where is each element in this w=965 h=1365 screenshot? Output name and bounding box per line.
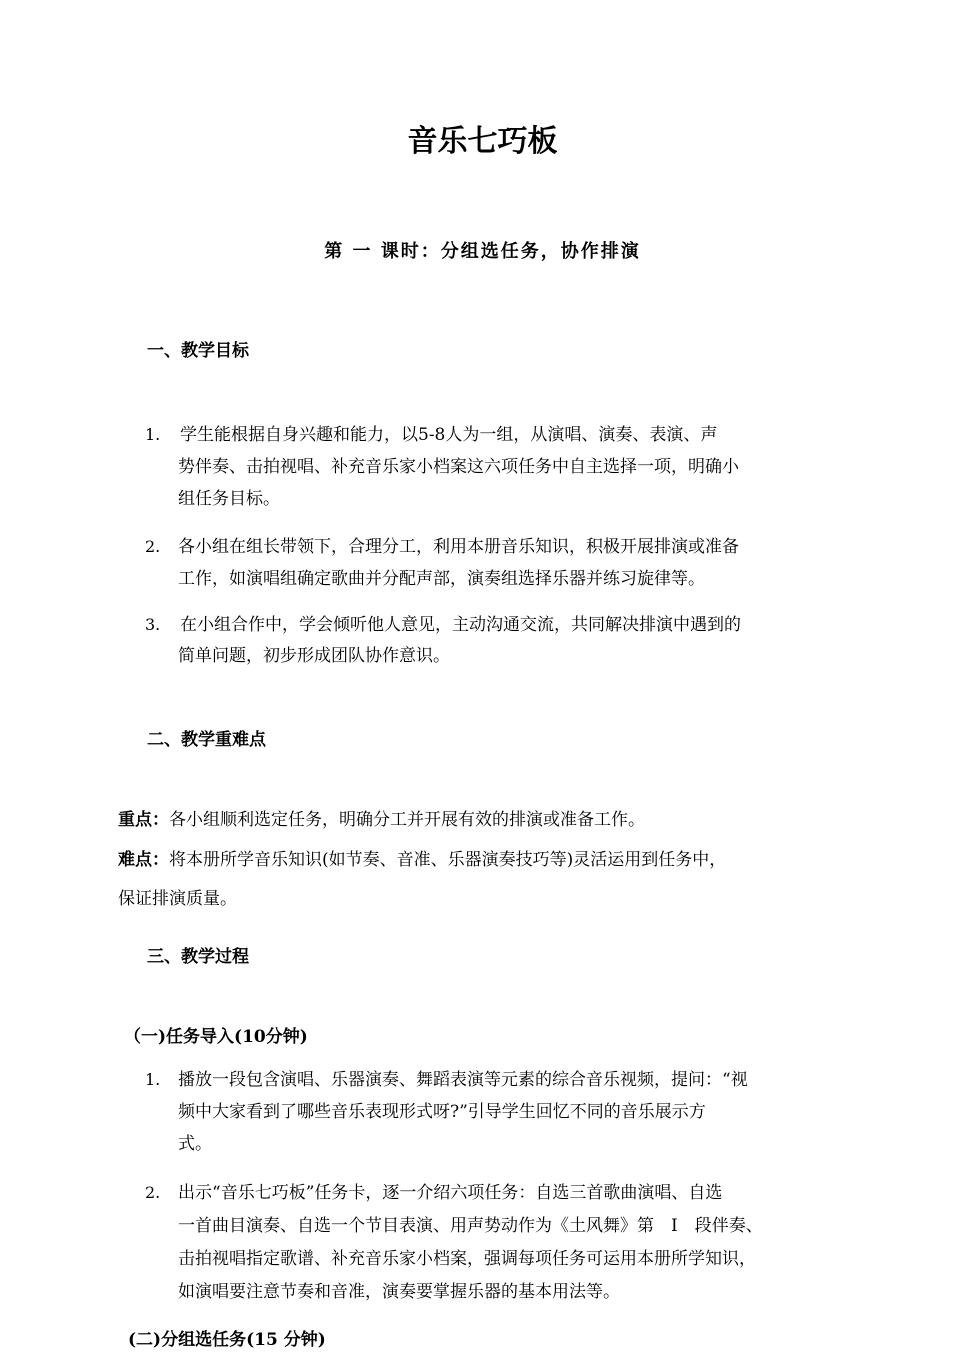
list-item-line: 一首曲目演奏、自选一个节目表演、用声势动作为《土风舞》第 I 段伴奏、 (178, 1216, 763, 1236)
list-item-number: 1. (145, 1070, 161, 1089)
list-item-number: 2. (145, 537, 161, 556)
subsection-heading-group-tasks: (二)分组选任务(15 分钟) (128, 1330, 326, 1350)
list-item-line: 组任务目标。 (178, 489, 280, 509)
key-point-line (118, 807, 645, 833)
subsection-heading-task-intro: （一)任务导入(10分钟) (124, 1027, 308, 1047)
difficult-point-text: 将本册所学音乐知识(如节奏、音准、乐器演奏技巧等)灵活运用到任务中， (169, 850, 727, 870)
list-item-number: 1. (145, 425, 161, 444)
key-point-text: 各小组顺利选定任务，明确分工并开展有效的排演或准备工作。 (169, 810, 645, 830)
difficult-point-line (118, 847, 726, 873)
list-item-line: 势伴奏、击拍视唱、补充音乐家小档案这六项任务中自主选择一项，明确小 (178, 457, 739, 477)
section-heading-key-points: 二、教学重难点 (147, 730, 266, 750)
difficult-point-line-2: 保证排演质量。 (118, 889, 237, 909)
list-item-line: 各小组在组长带领下，合理分工，利用本册音乐知识，积极开展排演或准备 (178, 537, 739, 557)
list-item-number: 3. (145, 615, 161, 634)
list-item-line: 击拍视唱指定歌谱、补充音乐家小档案，强调每项任务可运用本册所学知识， (178, 1249, 756, 1269)
list-item-line: 式。 (178, 1134, 212, 1154)
list-item-line: 简单问题，初步形成团队协作意识。 (178, 646, 450, 666)
list-item-line: 如演唱要注意节奏和音准，演奏要掌握乐器的基本用法等。 (178, 1282, 620, 1302)
list-item-line: 在小组合作中，学会倾听他人意见，主动沟通交流，共同解决排演中遇到的 (180, 615, 741, 635)
list-item-line: 工作，如演唱组确定歌曲并分配声部，演奏组选择乐器并练习旋律等。 (178, 569, 705, 589)
lesson-subtitle: 第 一 课时：分组选任务，协作排演 (324, 241, 641, 262)
list-item-line: 频中大家看到了哪些音乐表现形式呀?”引导学生回忆不同的音乐展示方 (178, 1102, 706, 1122)
difficult-point-label: 难点： (118, 850, 169, 870)
list-item-number: 2. (145, 1183, 161, 1202)
list-item-line: 播放一段包含演唱、乐器演奏、舞蹈表演等元素的综合音乐视频，提问：“视 (178, 1070, 748, 1090)
section-heading-objectives: 一、教学目标 (147, 341, 249, 361)
list-item-line: 出示“音乐七巧板”任务卡，逐一介绍六项任务：自选三首歌曲演唱、自选 (178, 1183, 723, 1203)
key-point-label: 重点： (118, 810, 169, 830)
list-item-line: 学生能根据自身兴趣和能力，以5-8人为一组，从演唱、演奏、表演、声 (180, 425, 718, 445)
document-title: 音乐七巧板 (407, 124, 558, 159)
section-heading-process: 三、教学过程 (147, 947, 249, 967)
